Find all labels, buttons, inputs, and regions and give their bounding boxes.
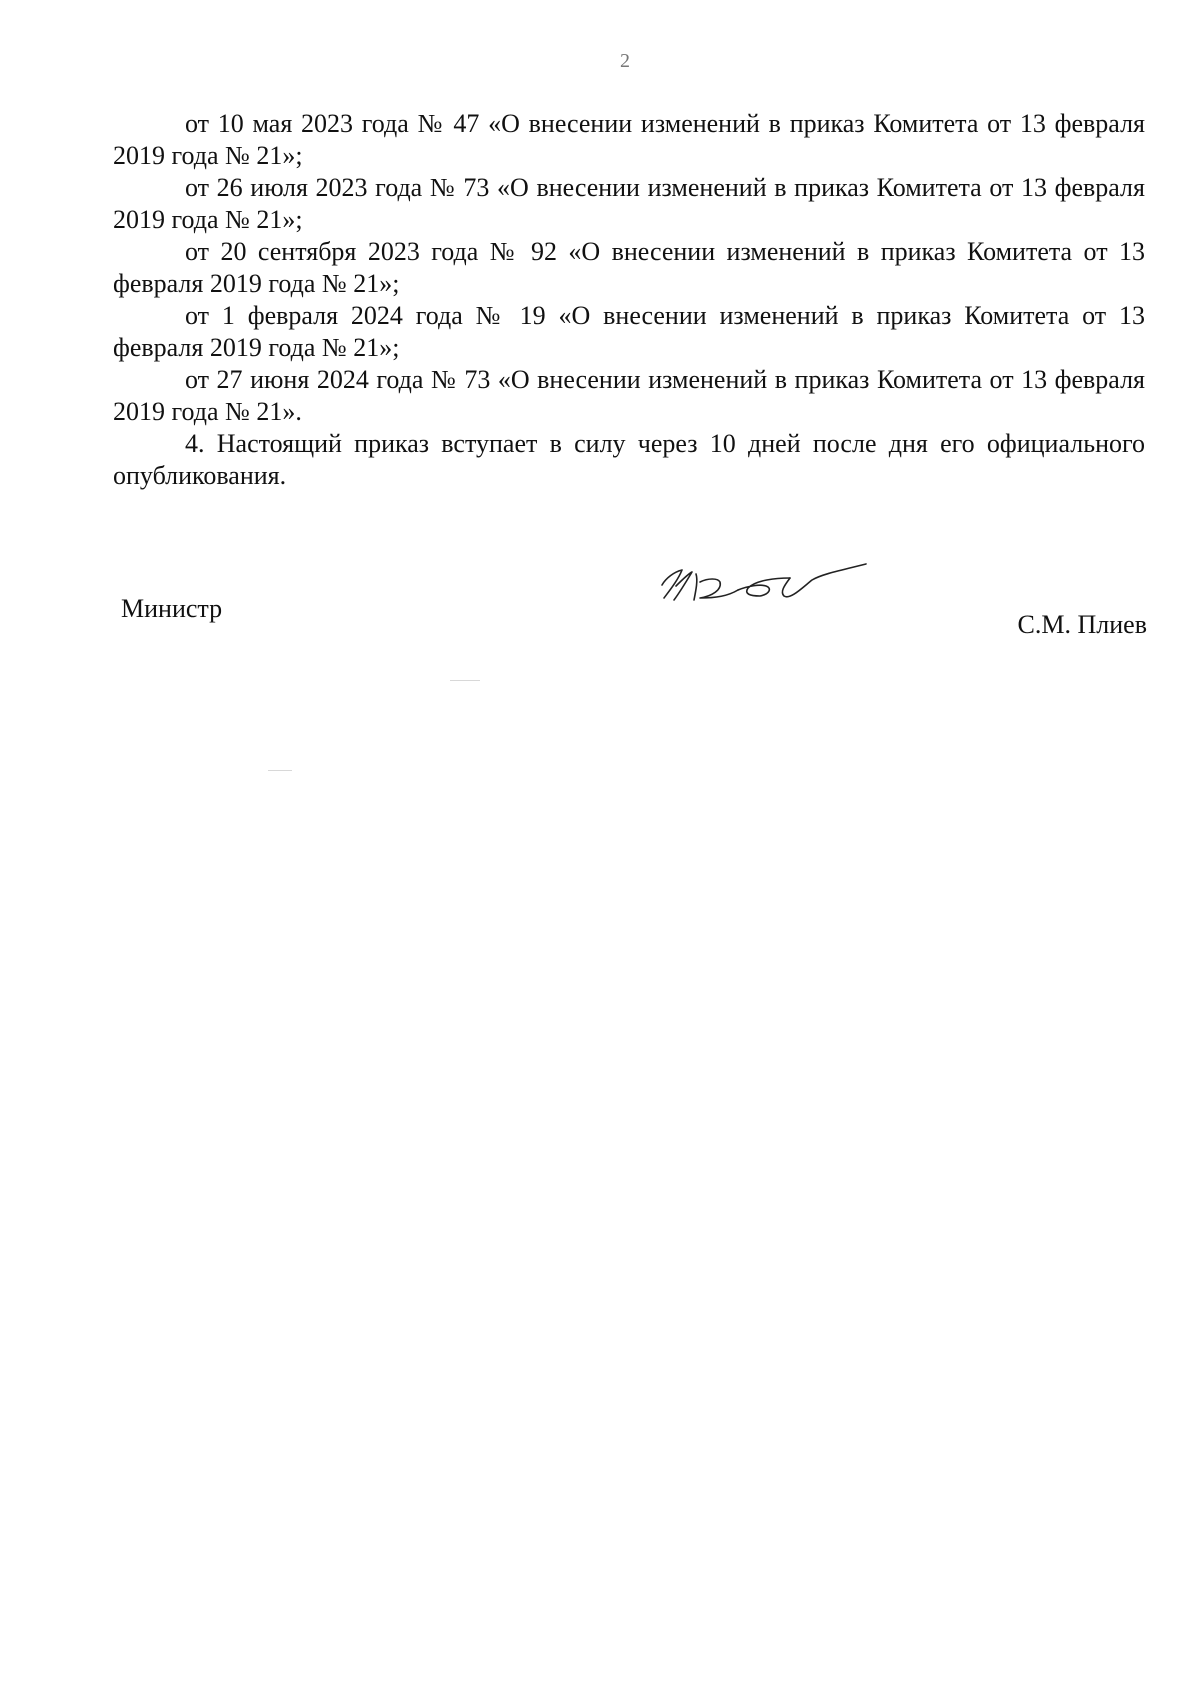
document-body: [113, 108, 1145, 492]
amendment-item-4: от 1 февраля 2024 года № 19 «О внесении изменений в приказ Комитета от 13 февраля 2019 года № 21»;: [113, 301, 1145, 362]
effective-date-clause: 4. Настоящий приказ вступает в силу через 10 дней после дня его официального опубликования.: [113, 429, 1145, 490]
scan-artifact: [450, 680, 480, 681]
signature-block: [113, 560, 1145, 640]
signer-position: Министр: [121, 594, 223, 623]
amendment-item-1: от 10 мая 2023 года № 47 «О внесении изменений в приказ Комитета от 13 февраля 2019 года № 21»;: [113, 109, 1145, 170]
amendment-item-3: от 20 сентября 2023 года № 92 «О внесении изменений в приказ Комитета от 13 февраля 2019 года № 21»;: [113, 237, 1145, 298]
signer-name: С.М. Плиев: [1017, 610, 1147, 639]
handwritten-signature: [656, 560, 896, 620]
amendment-item-2: от 26 июля 2023 года № 73 «О внесении изменений в приказ Комитета от 13 февраля 2019 года № 21»;: [113, 173, 1145, 234]
amendment-item-5: от 27 июня 2024 года № 73 «О внесении изменений в приказ Комитета от 13 февраля 2019 года № 21».: [113, 365, 1145, 426]
scan-artifact: [268, 770, 292, 771]
page-number: 2: [620, 50, 630, 72]
